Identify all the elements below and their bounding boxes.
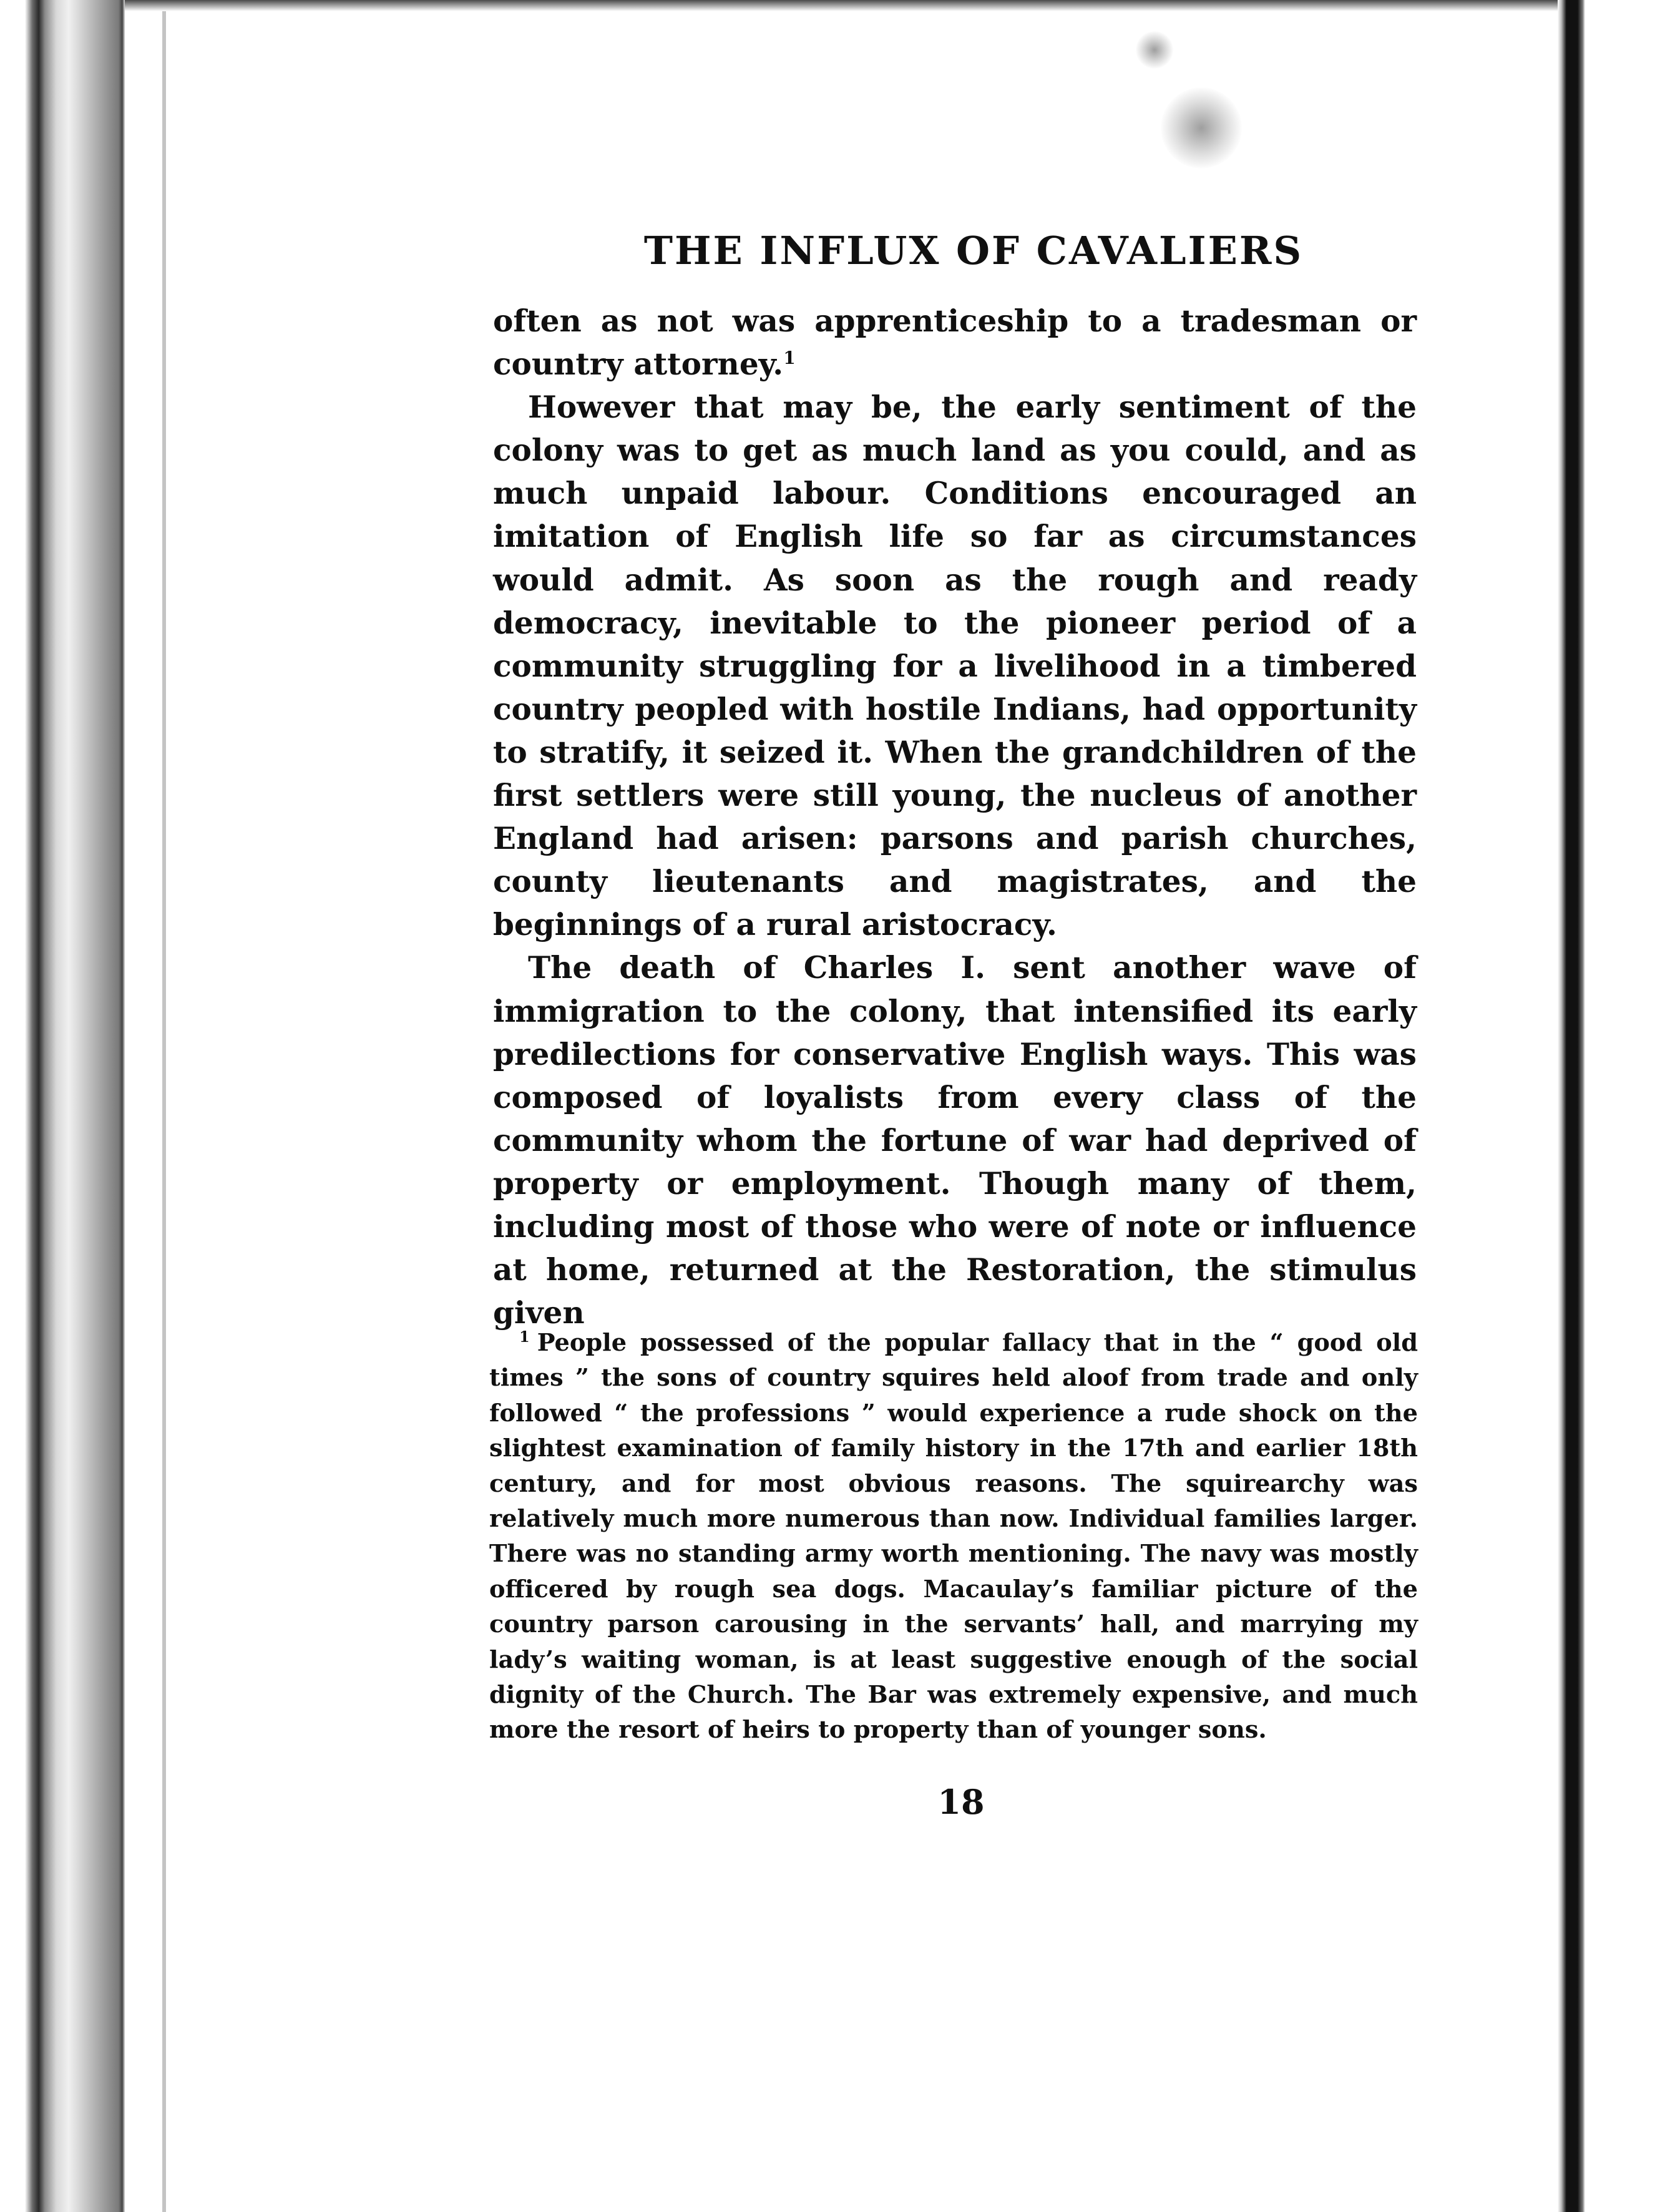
paragraph: The death of Charles I. sent another wave of immigration to the colony, that intensified its early predilections for conservative English ways. This was composed of loyalists from every class of the community whom the fortune of war had deprived of property or employment. Though many of them, including most of those who were of note or influence at home, returned at the Restoration, the stimulus given xyxy=(493,950,1417,1331)
page-number: 18 xyxy=(937,1782,985,1822)
page-binding-shadow xyxy=(0,0,125,2212)
paragraph: However that may be, the early sentiment of the colony was to get as much land as you could, and as much unpaid labour. Conditions encouraged an imitation of English life so far as circumstances would admit. As soon as the rough and ready democracy, inevitable to the pioneer period of a community struggling for a livelihood in a timbered country peopled with hostile Indians, had opportunity to stratify, it seized it. When the grandchildren of the first settlers were still young, the nucleus of another England had arisen: parsons and parish churches, county lieutenants and magistrates, and the beginnings of a rural aristocracy. xyxy=(493,389,1417,943)
page-gutter-line xyxy=(162,0,166,2212)
page-top-edge xyxy=(125,0,1560,11)
scan-smudge xyxy=(1136,31,1173,69)
footnote xyxy=(489,1326,1418,1748)
running-head: THE INFLUX OF CAVALIERS xyxy=(643,228,1304,273)
footnote-section xyxy=(489,1326,1418,1748)
body-text xyxy=(493,300,1417,1334)
footnote-reference: 1 xyxy=(783,347,796,368)
footnote-marker: 1 xyxy=(519,1328,530,1346)
footnote-text: People possessed of the popular fallacy that in the “ good old times ” the sons of country squires held aloof from trade and only followed “ the professions ” would experience a rude shock on the slightest examination of family history in the 17th and earlier 18th century, and for most obvious reasons. The squirearchy was relatively much more numerous than now. Individual families larger. There was no standing army worth mentioning. The navy was mostly officered by rough sea dogs. Macaulay’s familiar picture of the country parson carousing in the servants’ hall, and marrying my lady’s waiting woman, is at least suggestive enough of the social dignity of the Church. The Bar was extremely expensive, and much more the resort of heirs to property than of younger sons. xyxy=(489,1329,1418,1745)
paragraph-text: often as not was apprenticeship to a tradesman or country attorney. xyxy=(493,303,1417,383)
scan-smudge xyxy=(1161,87,1242,169)
page-right-edge xyxy=(1558,0,1585,2212)
paragraph-continuation xyxy=(493,300,1417,386)
